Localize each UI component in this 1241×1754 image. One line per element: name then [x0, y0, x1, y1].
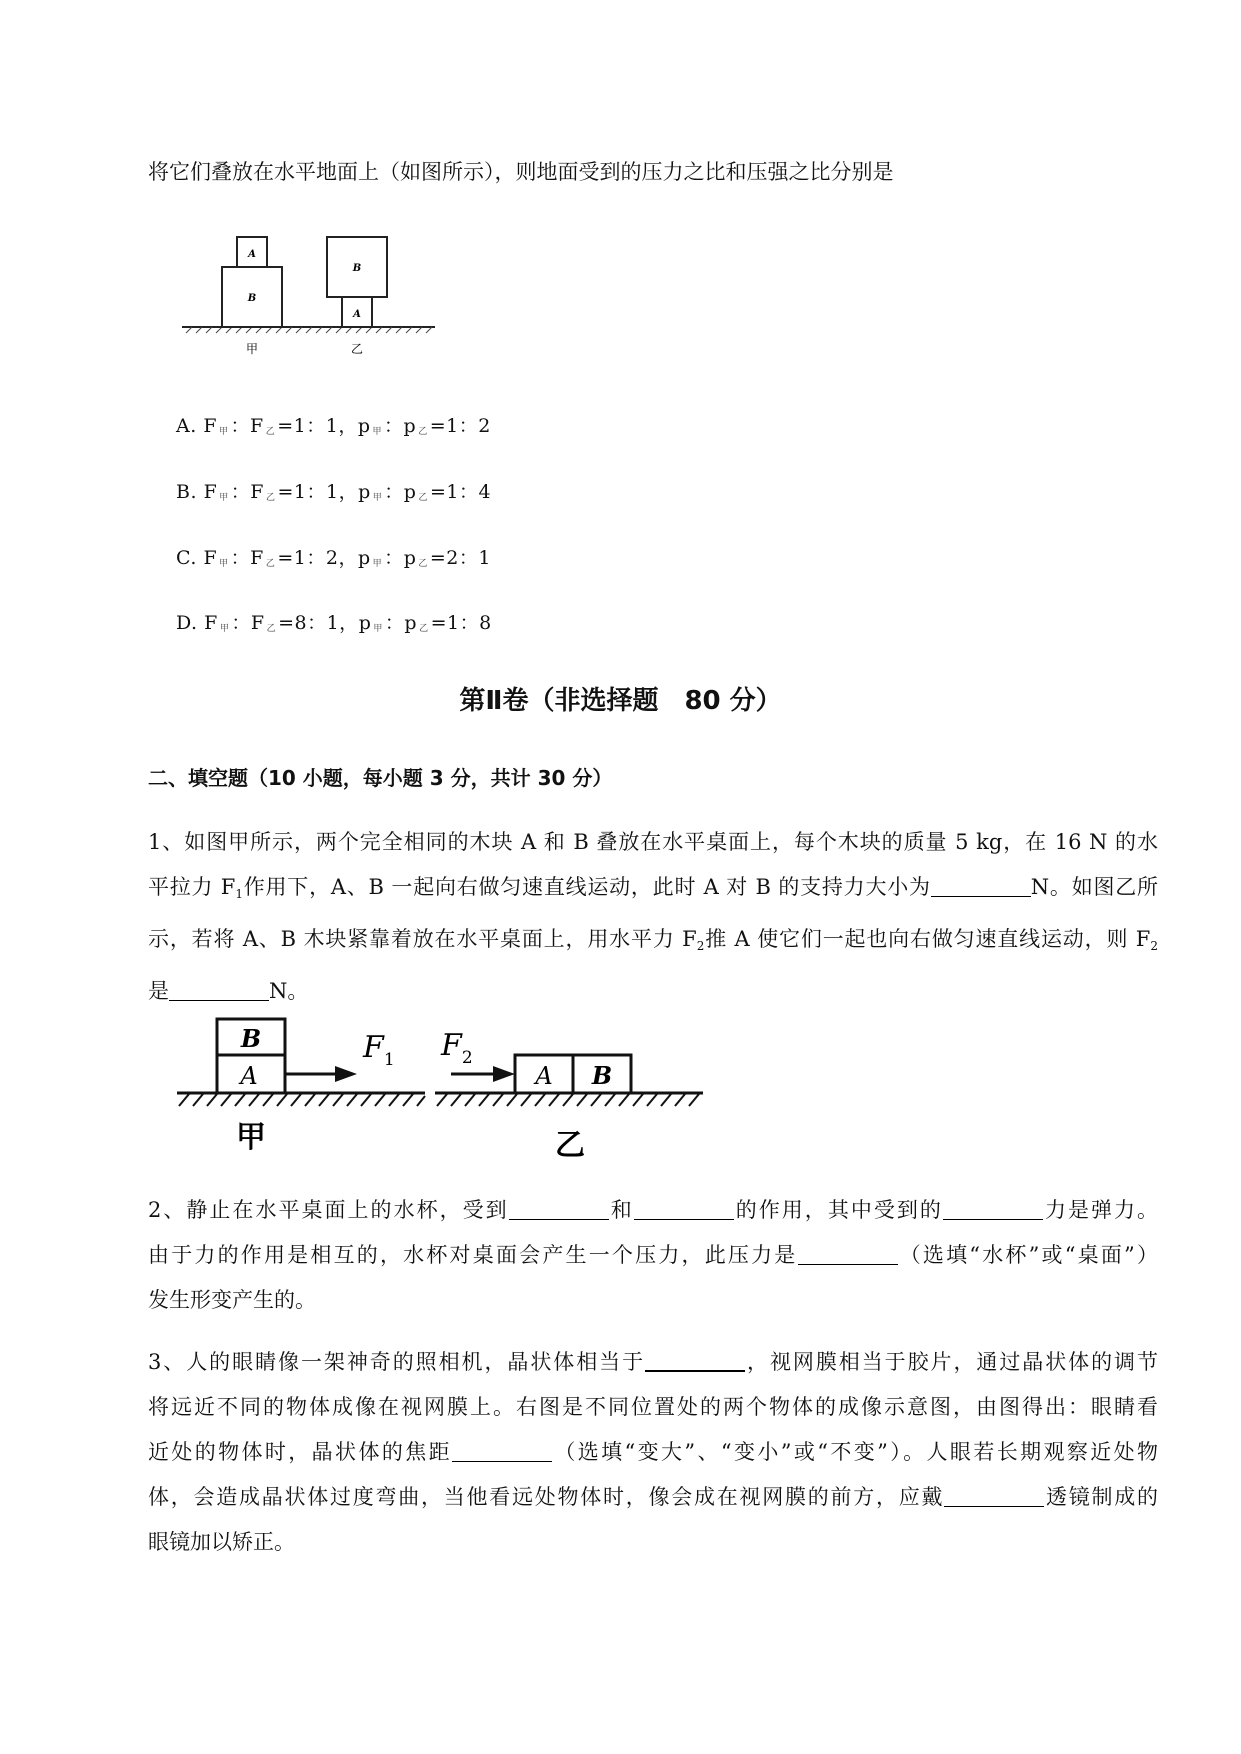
answer-blank[interactable]	[944, 1484, 1044, 1507]
label-a-stacked: A	[240, 1062, 258, 1090]
q2-line-1: 2、静止在水平桌面上的水杯，受到 和 的作用，其中受到的 力是弹力。	[148, 1198, 1159, 1222]
option-c[interactable]: C. F $_甲$ ：F $_乙$ =1：2，p $_甲$ ：p $_乙$ =2：1	[176, 547, 491, 569]
option-b[interactable]: B. F $_甲$ ：F $_乙$ =1：1，p $_甲$ ：p $_乙$ =1：4	[176, 481, 492, 503]
figure-blocks-forces	[175, 1005, 715, 1170]
q3-line-2: 将远近不同的物体成像在视网膜上。右图是不同位置处的两个物体的成像示意图，由图得出：眼睛看	[148, 1395, 1158, 1419]
q3-line-5: 眼镜加以矫正。	[148, 1530, 295, 1554]
question-2	[148, 1188, 1158, 1323]
answer-blank[interactable]	[509, 1197, 609, 1220]
question-stem-continuation: 将它们叠放在水平地面上（如图所示），则地面受到的压力之比和压强之比分别是	[148, 160, 894, 184]
label-b-right: B	[352, 263, 362, 274]
caption-jia-2: 甲	[236, 1120, 266, 1155]
answer-blank[interactable]	[943, 1197, 1043, 1220]
q1-line-3: 示，若将 A、B 木块紧靠着放在水平桌面上，用水平力 $F_2$推 A 使它们一起也向右做匀速直线运动，则 $F_2$	[148, 927, 1158, 953]
q2-line-3: 发生形变产生的。	[148, 1288, 316, 1312]
figure-stacked-blocks	[180, 230, 440, 360]
q2-line-2: 由于力的作用是相互的，水杯对桌面会产生一个压力，此压力是 （选填“水杯”或“桌面”）	[148, 1243, 1158, 1267]
answer-blank[interactable]	[634, 1197, 734, 1220]
answer-blank[interactable]	[645, 1348, 745, 1372]
option-a[interactable]: A. F $_甲$ ：F $_乙$ =1：1，p $_甲$ ：p $_乙$ =1：2	[176, 415, 491, 437]
q1-line-1: 1、如图甲所示，两个完全相同的木块 A 和 B 叠放在水平桌面上，每个木块的质量 5 kg，在 16 N 的水	[148, 830, 1158, 854]
label-b-left: B	[247, 293, 257, 304]
answer-blank[interactable]	[798, 1242, 898, 1265]
label-a-right: A	[353, 309, 361, 320]
section-subheading: 二、填空题（10 小题，每小题 3 分，共计 30 分）	[148, 766, 613, 790]
answer-blank[interactable]	[931, 874, 1031, 897]
option-d[interactable]: D. F $_甲$ ：F $_乙$ =8：1，p $_甲$ ：p $_乙$ =1：8	[176, 612, 492, 634]
label-a-side: A	[535, 1062, 553, 1090]
q3-line-4: 体，会造成晶状体过度弯曲，当他看远处物体时，像会成在视网膜的前方，应戴 透镜制成的	[148, 1485, 1158, 1509]
force-f2-label: $F_2$	[441, 1028, 473, 1068]
caption-jia: 甲	[245, 342, 259, 356]
force-f1-label: $F_1$	[363, 1030, 395, 1070]
label-b-stacked: B	[240, 1024, 262, 1053]
answer-blank[interactable]	[169, 978, 269, 1001]
question-3	[148, 1340, 1158, 1565]
caption-yi: 乙	[350, 342, 364, 356]
label-b-side: B	[591, 1061, 613, 1090]
q3-line-3: 近处的物体时，晶状体的焦距 （选填“变大”、“变小”或“不变”）。人眼若长期观察近处物	[148, 1440, 1158, 1464]
label-a-left: A	[248, 249, 256, 260]
section-title: 第Ⅱ卷（非选择题 80 分）	[459, 686, 782, 716]
question-1	[148, 820, 1158, 1014]
caption-yi-2: 乙	[555, 1128, 585, 1163]
q3-line-1: 3、人的眼睛像一架神奇的照相机，晶状体相当于 ，视网膜相当于胶片，通过晶状体的调节	[148, 1350, 1158, 1374]
answer-blank[interactable]	[452, 1439, 552, 1462]
q1-line-4: 是 N。	[148, 979, 309, 1003]
q1-line-2: 平拉力 $F_1$作用下，A、B 一起向右做匀速直线运动，此时 A 对 B 的支持力大小为 N。如图乙所	[148, 875, 1159, 901]
